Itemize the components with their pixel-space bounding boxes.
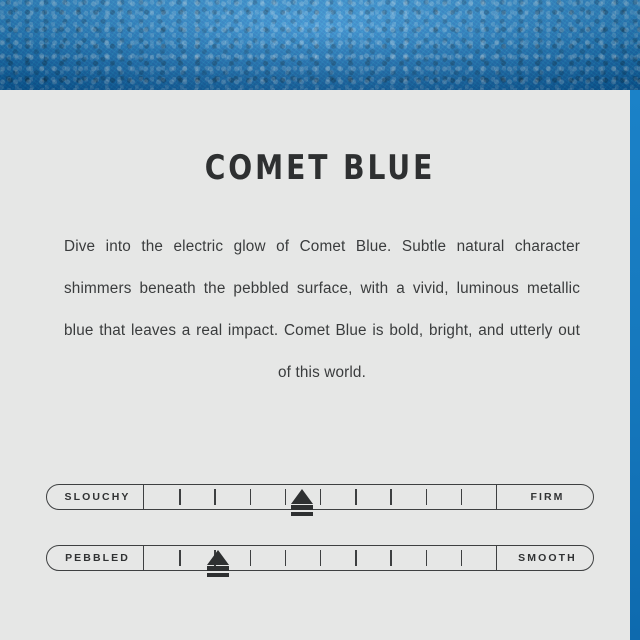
slider-ticks (144, 545, 496, 571)
slider-tick (285, 489, 286, 505)
slider-thumb-bar (291, 512, 313, 516)
slider-tick (390, 550, 391, 566)
texture-slider[interactable] (46, 545, 594, 571)
slider-tick (250, 550, 251, 566)
slider-tick (250, 489, 251, 505)
slider-tick (461, 550, 462, 566)
slider-thumb-bar (207, 573, 229, 577)
slider-tick (320, 489, 321, 505)
slider-thumb-bar (207, 566, 229, 571)
leather-swatch-image (0, 0, 640, 90)
swatch-edge-strip (630, 90, 640, 640)
slider-tick (179, 489, 180, 505)
slider-right-label: FIRM (496, 484, 594, 510)
slider-tick (214, 489, 215, 505)
slider-tick (320, 550, 321, 566)
slider-thumb-pin (207, 550, 229, 565)
slider-left-label: PEBBLED (46, 545, 144, 571)
slider-thumb[interactable] (291, 489, 313, 516)
slider-tick (461, 489, 462, 505)
slider-left-label: SLOUCHY (46, 484, 144, 510)
slider-tick (390, 489, 391, 505)
slider-tick (426, 550, 427, 566)
temper-slider[interactable] (46, 484, 594, 510)
slider-tick (355, 489, 356, 505)
slider-tick (285, 550, 286, 566)
slider-tick (179, 550, 180, 566)
color-description: Dive into the electric glow of Comet Blue. Subtle natural character shimmers beneath the pebbled surface, with a vivid, luminous metallic blue that leaves a real impact. Comet Blue is bold, bright, and utterly out of this world. (64, 238, 580, 381)
slider-thumb[interactable] (207, 550, 229, 577)
slider-right-label: SMOOTH (496, 545, 594, 571)
slider-thumb-bar (291, 505, 313, 510)
slider-ticks (144, 484, 496, 510)
slider-tick (355, 550, 356, 566)
slider-tick (426, 489, 427, 505)
page-title: COMET BLUE (204, 148, 436, 188)
slider-thumb-pin (291, 489, 313, 504)
swatch-vignette (0, 0, 640, 90)
